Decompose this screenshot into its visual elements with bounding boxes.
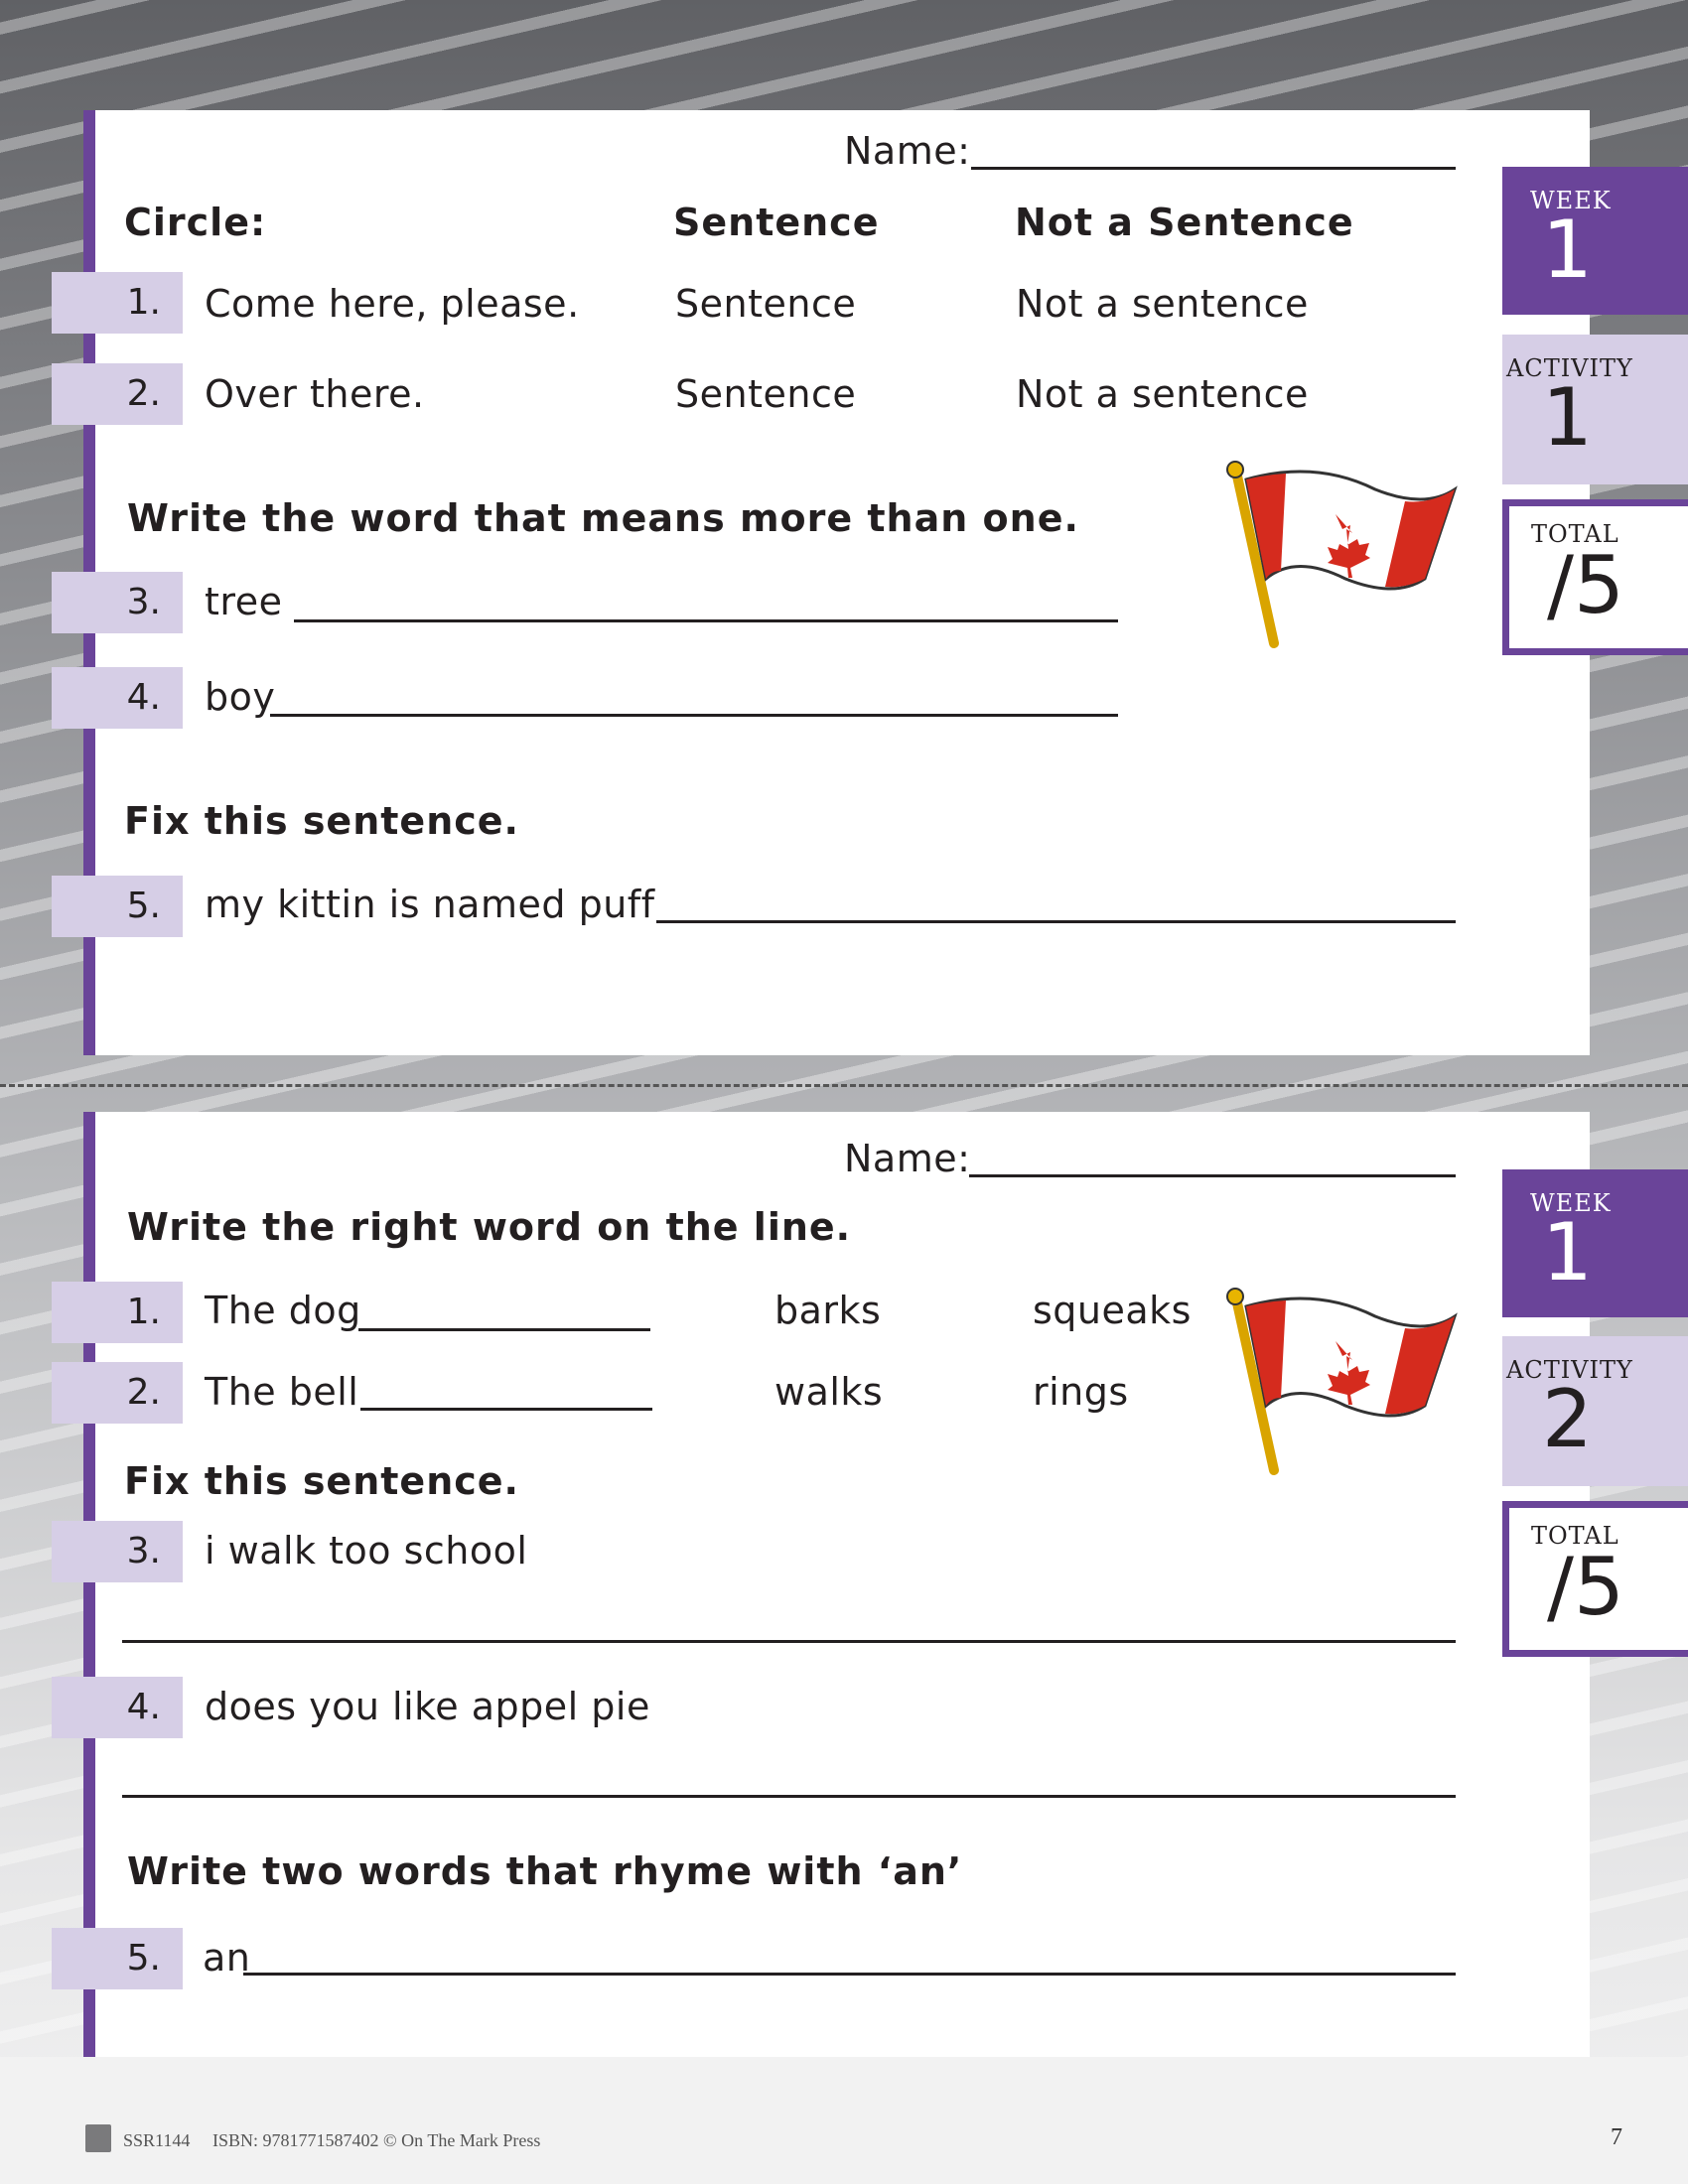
book-logo-icon [85,2124,111,2152]
week-number: 1 [1542,1206,1593,1298]
total-label: TOTAL [1531,520,1619,548]
word-option: walks [774,1370,884,1414]
activity-number: 1 [1542,371,1593,464]
question-number: 1. [52,1282,183,1343]
activity-card-2 [83,1112,1590,2057]
question-number: 3. [52,1521,183,1582]
column-sentence: Sentence [673,201,880,244]
circle-label: Circle: [124,201,267,244]
answer-line[interactable] [358,1328,650,1331]
week-tab [1502,167,1688,315]
canada-flag-image [1226,460,1460,653]
answer-line[interactable] [360,1408,652,1411]
week-number: 1 [1542,204,1593,296]
total-score: /5 [1547,539,1624,631]
question-number: 2. [52,1362,183,1424]
canada-flag-image [1226,1287,1460,1480]
question-number: 1. [52,272,183,334]
right-word-heading: Write the right word on the line. [127,1205,852,1249]
question-text: my kittin is named puff [205,883,655,926]
option-not-sentence[interactable]: Not a sentence [1016,282,1309,326]
option-not-sentence[interactable]: Not a sentence [1016,372,1309,416]
question-number: 4. [52,667,183,729]
fix-heading: Fix this sentence. [124,1459,519,1503]
week-label: WEEK [1530,1189,1612,1217]
question-text: tree [205,580,283,623]
activity-label: ACTIVITY [1506,354,1633,382]
answer-line[interactable] [656,920,1456,923]
question-number: 3. [52,572,183,633]
question-number: 5. [52,1928,183,1989]
answer-line[interactable] [243,1973,1456,1976]
footer-background [0,2057,1688,2184]
total-tab [1502,1501,1688,1657]
word-option: barks [774,1289,882,1332]
column-not-sentence: Not a Sentence [1015,201,1354,244]
question-number: 5. [52,876,183,937]
total-tab [1502,499,1688,655]
week-label: WEEK [1530,187,1612,214]
activity-tab [1502,335,1688,484]
activity-number: 2 [1542,1373,1593,1465]
answer-line[interactable] [294,619,1118,622]
question-number: 4. [52,1677,183,1738]
answer-line[interactable] [122,1640,1456,1643]
name-input-line[interactable] [971,167,1456,170]
activity-tab [1502,1336,1688,1486]
name-label: Name: [844,129,971,173]
answer-line[interactable] [122,1795,1456,1798]
question-text: does you like appel pie [205,1685,650,1728]
footer-isbn: ISBN: 9781771587402 © On The Mark Press [212,2130,541,2150]
rhyme-heading: Write two words that rhyme with ‘an’ [127,1849,963,1893]
question-text: Over there. [205,372,425,416]
fix-heading: Fix this sentence. [124,799,519,843]
option-sentence[interactable]: Sentence [675,372,857,416]
question-text: i walk too school [205,1529,528,1572]
total-label: TOTAL [1531,1522,1619,1550]
answer-line[interactable] [270,714,1118,717]
option-sentence[interactable]: Sentence [675,282,857,326]
activity-label: ACTIVITY [1506,1356,1633,1384]
total-score: /5 [1547,1541,1624,1633]
page-number: 7 [1611,2124,1622,2150]
footer-code: SSR1144 [123,2130,191,2150]
question-text: Come here, please. [205,282,580,326]
name-input-line[interactable] [969,1174,1456,1177]
week-tab [1502,1169,1688,1317]
cut-line [0,1084,1688,1087]
word-option: rings [1033,1370,1129,1414]
question-text: boy [205,675,276,719]
name-label: Name: [844,1137,971,1180]
question-text: The dog [205,1289,361,1332]
word-option: squeaks [1033,1289,1192,1332]
question-number: 2. [52,363,183,425]
question-text: an [203,1936,251,1979]
plural-heading: Write the word that means more than one. [127,496,1079,540]
question-text: The bell [205,1370,359,1414]
